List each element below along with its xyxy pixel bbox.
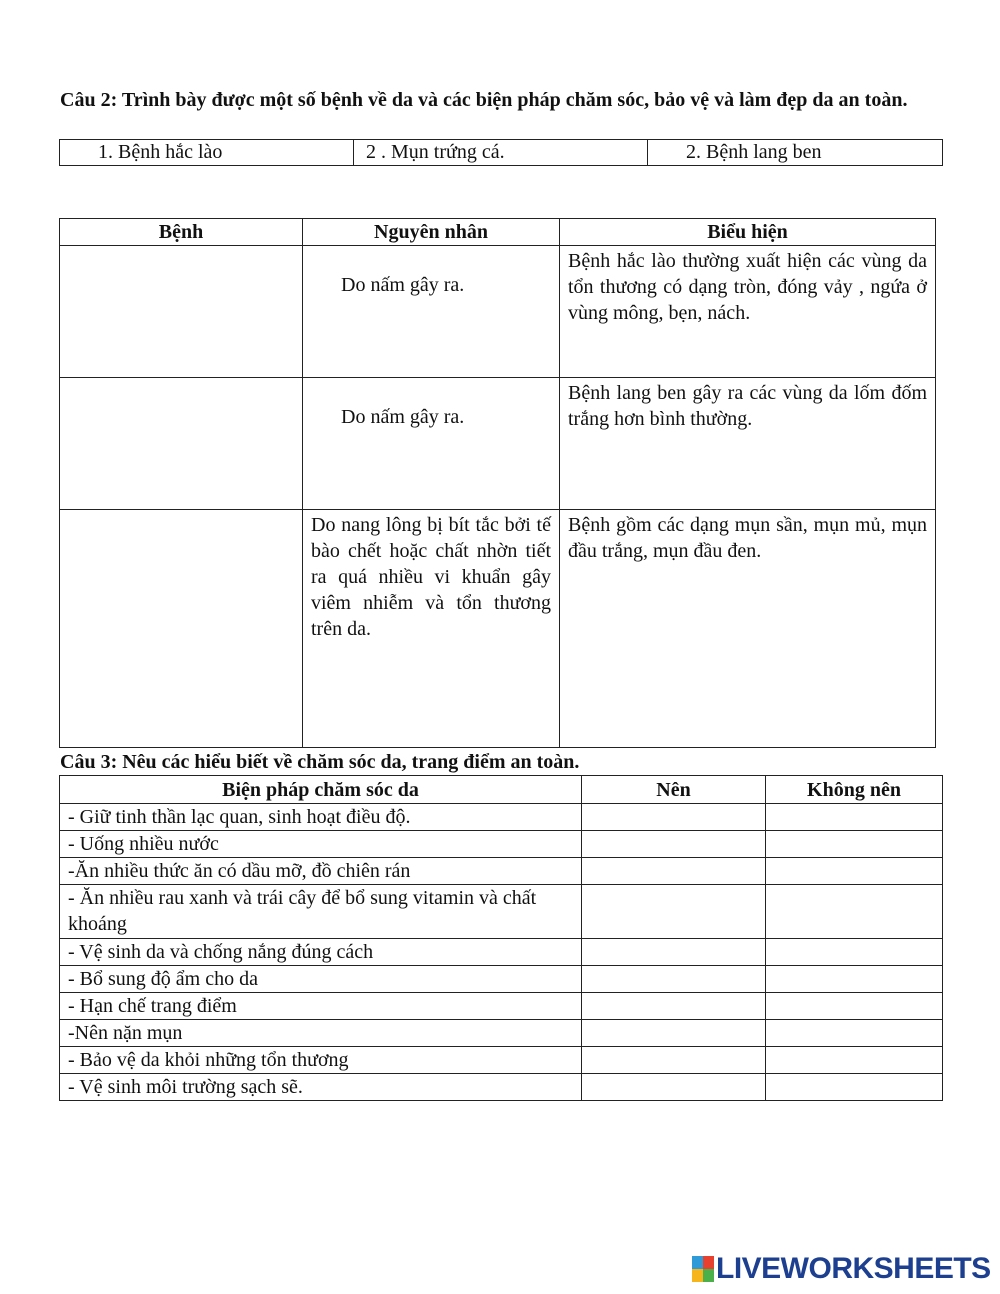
disease-table-header	[60, 219, 936, 246]
should-cell[interactable]	[582, 1047, 766, 1074]
care-measure: - Vệ sinh môi trường sạch sẽ.	[60, 1074, 582, 1101]
care-row	[60, 993, 943, 1020]
should-not-cell[interactable]	[766, 939, 943, 966]
header-care-measure: Biện pháp chăm sóc da	[60, 776, 582, 804]
header-cause: Nguyên nhân	[303, 219, 560, 246]
should-not-cell[interactable]	[766, 1047, 943, 1074]
should-cell[interactable]	[582, 858, 766, 885]
disease-cause: Do nang lông bị bít tắc bởi tế bào chết hoặc chất nhờn tiết ra quá nhiều vi khuẩn gây viêm nhiễm và tổn thương trên da.	[303, 510, 560, 748]
care-measure: - Ăn nhiều rau xanh và trái cây để bổ sung vitamin và chất khoáng	[60, 885, 582, 939]
disease-cause: Do nấm gây ra.	[303, 246, 560, 378]
header-disease: Bệnh	[60, 219, 303, 246]
option-2: 2 . Mụn trứng cá.	[354, 140, 648, 166]
should-cell[interactable]	[582, 885, 766, 939]
disease-row	[60, 246, 936, 378]
should-cell[interactable]	[582, 939, 766, 966]
logo-mark-block	[703, 1269, 714, 1282]
logo-mark-block	[703, 1256, 714, 1269]
care-measure: - Bổ sung độ ẩm cho da	[60, 966, 582, 993]
option-3: 2. Bệnh lang ben	[648, 140, 943, 166]
disease-row	[60, 378, 936, 510]
disease-drop-zone[interactable]	[60, 510, 303, 748]
should-not-cell[interactable]	[766, 993, 943, 1020]
option-1: 1. Bệnh hắc lào	[60, 140, 354, 166]
options-row	[60, 140, 943, 166]
care-row	[60, 966, 943, 993]
logo-mark-block	[692, 1269, 703, 1282]
disease-row	[60, 510, 936, 748]
care-measure: -Nên nặn mụn	[60, 1020, 582, 1047]
care-measure: - Vệ sinh da và chống nắng đúng cách	[60, 939, 582, 966]
care-measure: - Bảo vệ da khỏi những tổn thương	[60, 1047, 582, 1074]
disease-cause: Do nấm gây ra.	[303, 378, 560, 510]
liveworksheets-logo	[692, 1252, 991, 1286]
liveworksheets-logo-text: LIVEWORKSHEETS	[716, 1252, 991, 1285]
should-not-cell[interactable]	[766, 966, 943, 993]
logo-mark-block	[692, 1256, 703, 1269]
care-row	[60, 885, 943, 939]
liveworksheets-logo-icon	[692, 1256, 714, 1282]
care-row	[60, 1020, 943, 1047]
disease-symptom: Bệnh lang ben gây ra các vùng da lốm đốm trắng hơn bình thường.	[560, 378, 936, 510]
should-cell[interactable]	[582, 966, 766, 993]
header-symptom: Biểu hiện	[560, 219, 936, 246]
care-measure: -Ăn nhiều thức ăn có dầu mỡ, đồ chiên rán	[60, 858, 582, 885]
care-measure: - Giữ tinh thần lạc quan, sinh hoạt điều độ.	[60, 804, 582, 831]
care-row	[60, 804, 943, 831]
should-cell[interactable]	[582, 804, 766, 831]
care-row	[60, 939, 943, 966]
disease-symptom: Bệnh hắc lào thường xuất hiện các vùng da tổn thương có dạng tròn, đóng vảy , ngứa ở vùng mông, bẹn, nách.	[560, 246, 936, 378]
should-not-cell[interactable]	[766, 804, 943, 831]
question-2-title: Câu 2: Trình bày được một số bệnh về da và các biện pháp chăm sóc, bảo vệ và làm đẹp da an toàn.	[60, 89, 908, 111]
should-cell[interactable]	[582, 1074, 766, 1101]
should-cell[interactable]	[582, 993, 766, 1020]
should-cell[interactable]	[582, 1020, 766, 1047]
header-should-not: Không nên	[766, 776, 943, 804]
should-cell[interactable]	[582, 831, 766, 858]
should-not-cell[interactable]	[766, 1020, 943, 1047]
disease-drop-zone[interactable]	[60, 378, 303, 510]
care-row	[60, 1074, 943, 1101]
care-row	[60, 1047, 943, 1074]
care-table-header	[60, 776, 943, 804]
disease-symptom: Bệnh gồm các dạng mụn sần, mụn mủ, mụn đầu trắng, mụn đầu đen.	[560, 510, 936, 748]
header-should: Nên	[582, 776, 766, 804]
disease-options-table	[59, 139, 943, 166]
should-not-cell[interactable]	[766, 1074, 943, 1101]
disease-table	[59, 218, 936, 748]
care-row	[60, 858, 943, 885]
disease-drop-zone[interactable]	[60, 246, 303, 378]
care-measure: - Uống nhiều nước	[60, 831, 582, 858]
care-row	[60, 831, 943, 858]
care-measure: - Hạn chế trang điểm	[60, 993, 582, 1020]
should-not-cell[interactable]	[766, 831, 943, 858]
skin-care-table	[59, 775, 943, 1101]
question-3-title: Câu 3: Nêu các hiểu biết về chăm sóc da, trang điểm an toàn.	[60, 751, 580, 773]
should-not-cell[interactable]	[766, 885, 943, 939]
should-not-cell[interactable]	[766, 858, 943, 885]
